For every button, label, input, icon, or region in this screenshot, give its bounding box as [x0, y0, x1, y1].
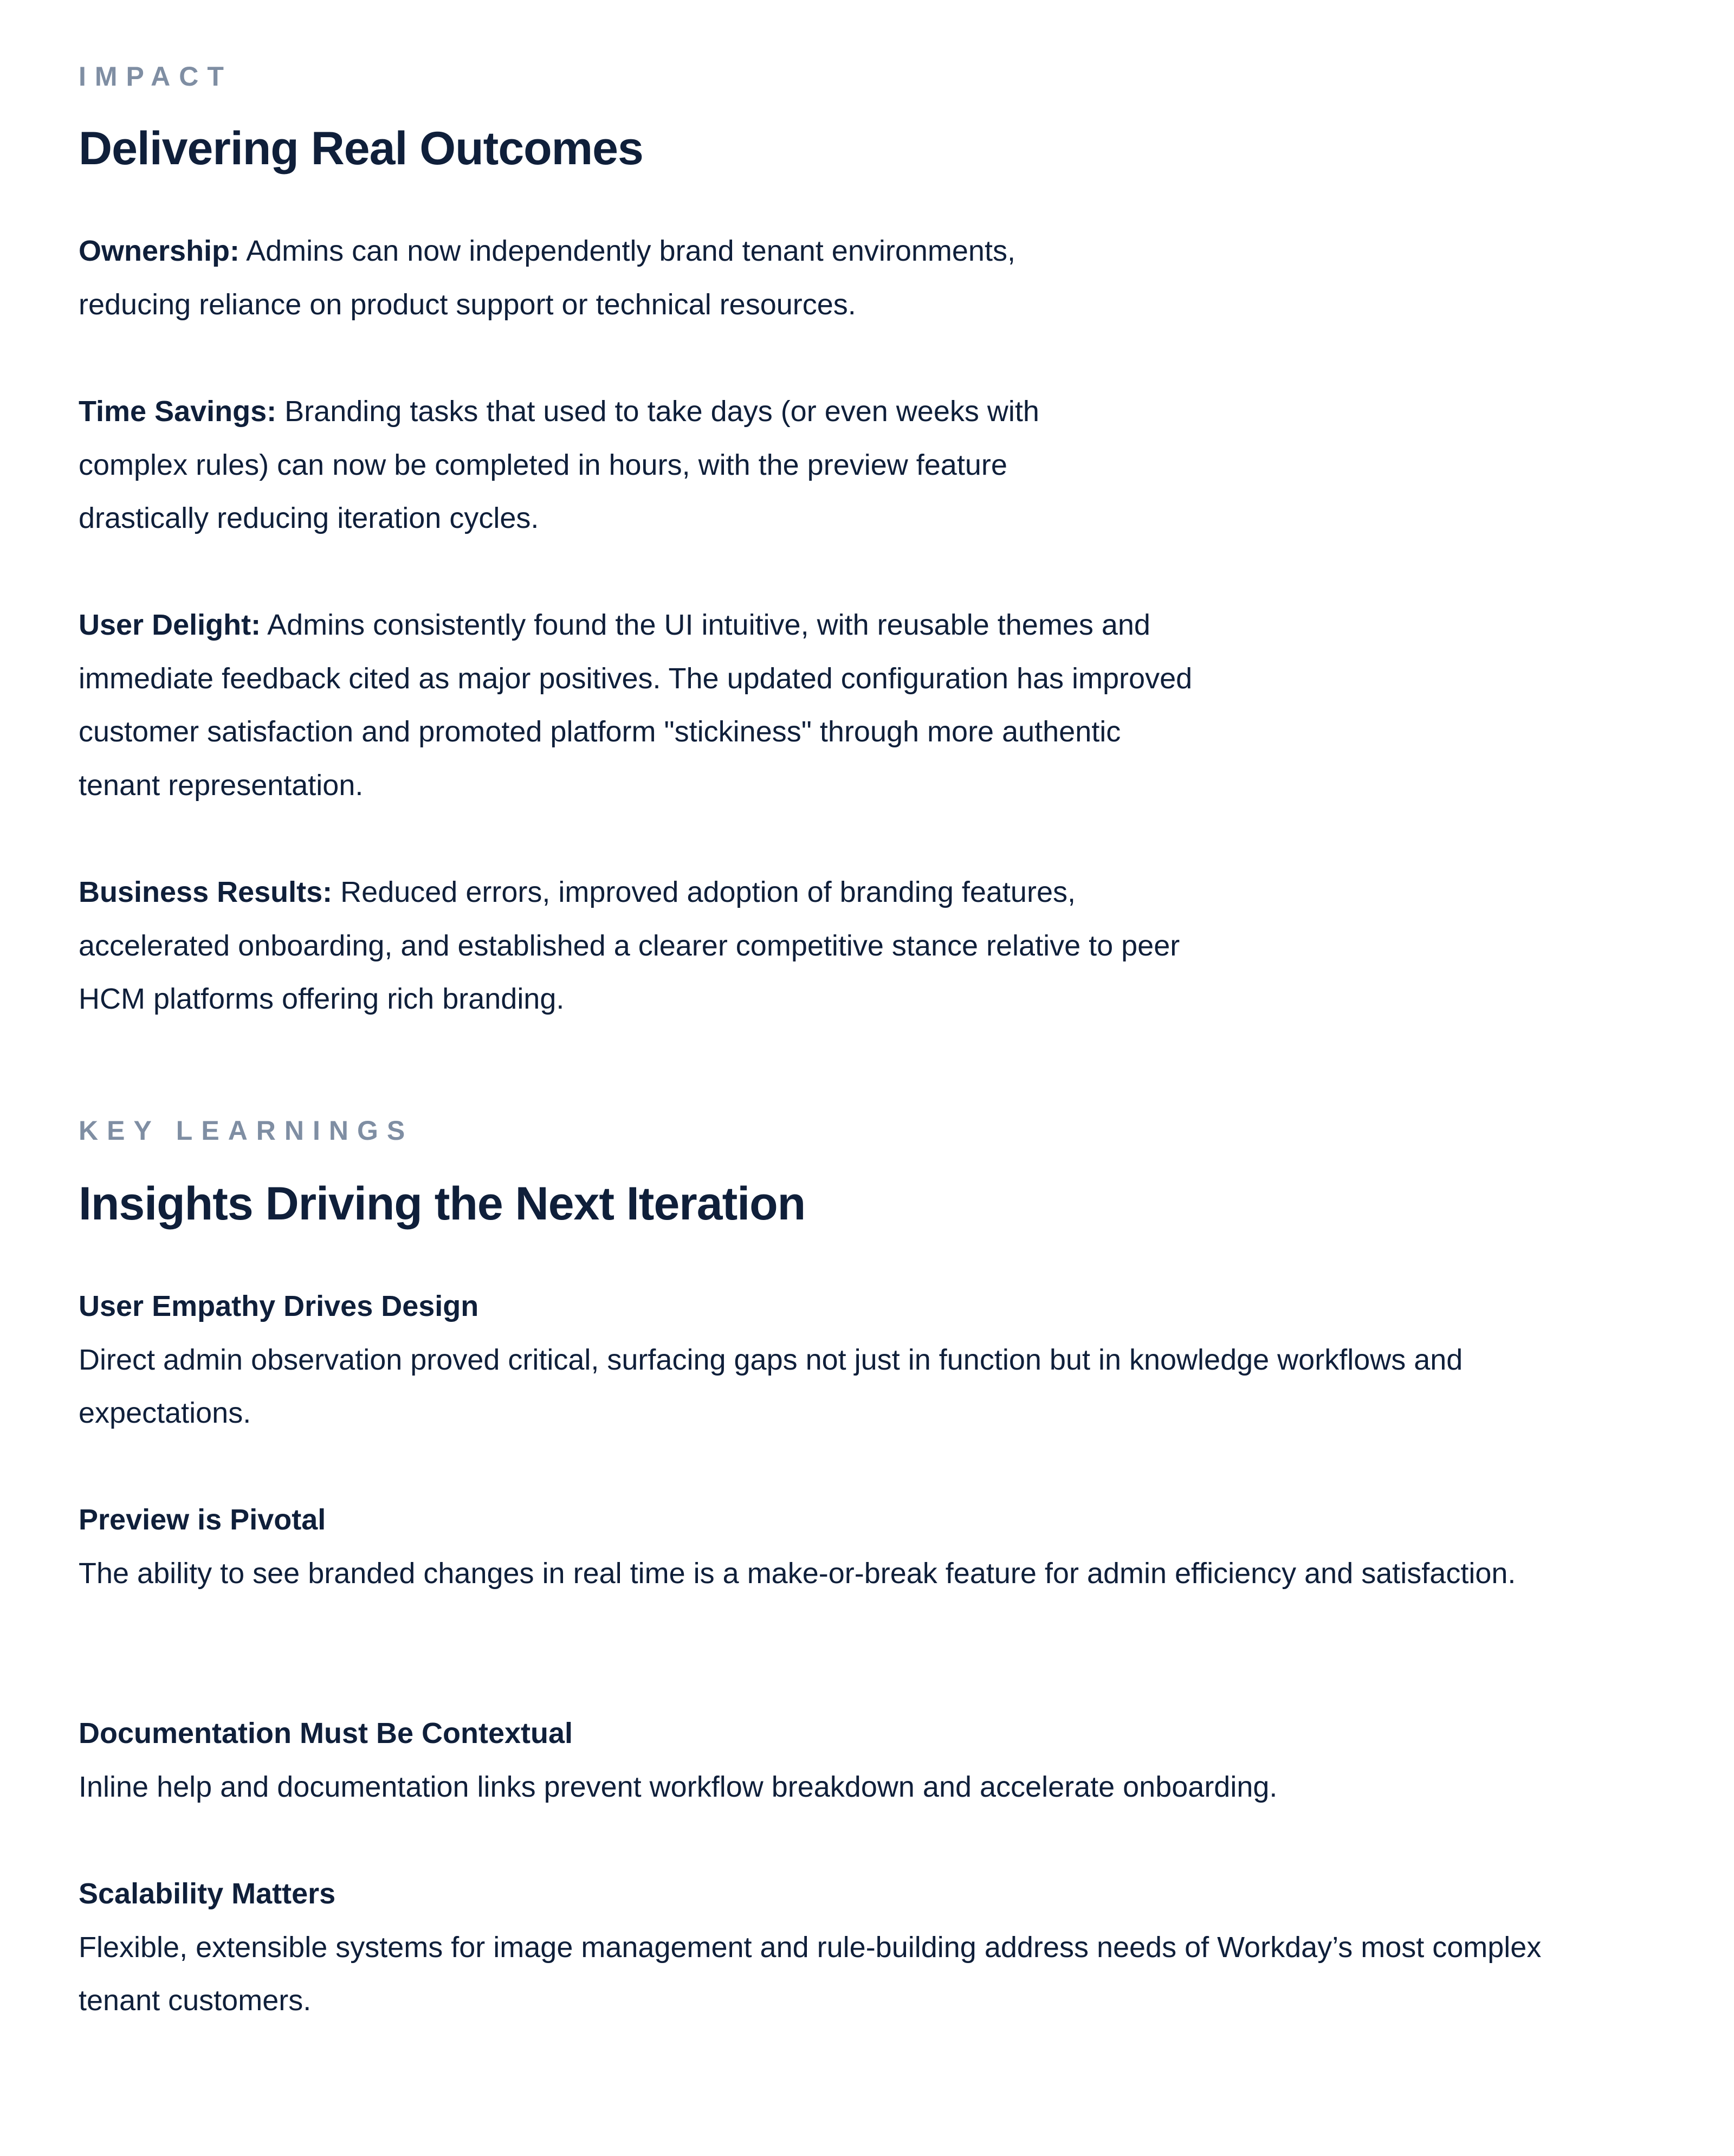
learnings-eyebrow: KEY LEARNINGS [79, 1115, 414, 1146]
learning-item-title: Documentation Must Be Contextual [79, 1717, 573, 1750]
impact-item-text: Reduced errors, improved adoption of branding features, accelerated onboarding, and established a clearer competitive stance relative to peer HCM platforms offering rich branding. [79, 876, 1180, 1015]
learning-item-text: Inline help and documentation links prevent workflow breakdown and accelerate onboarding. [79, 1770, 1278, 1803]
learning-item-scalability [79, 1867, 1542, 2028]
learning-item-title: User Empathy Drives Design [79, 1290, 479, 1322]
impact-eyebrow: IMPACT [79, 61, 232, 92]
learning-item-title: Scalability Matters [79, 1877, 336, 1910]
learning-item-title: Preview is Pivotal [79, 1503, 326, 1536]
learning-item-documentation [79, 1707, 1542, 1813]
impact-item-lead: User Delight: [79, 609, 261, 641]
impact-item-business-results [79, 866, 1217, 1026]
impact-item-lead: Ownership: [79, 235, 240, 267]
learnings-heading: Insights Driving the Next Iteration [79, 1178, 806, 1230]
learning-item-text: The ability to see branded changes in real time is a make-or-break feature for admin efficiency and satisfaction. [79, 1557, 1516, 1590]
learning-item-text: Direct admin observation proved critical, surfacing gaps not just in function but in knowledge workflows and expectations. [79, 1343, 1463, 1429]
learning-item-user-empathy [79, 1280, 1542, 1440]
impact-item-lead: Time Savings: [79, 395, 277, 428]
learning-item-preview [79, 1493, 1542, 1600]
impact-item-ownership [79, 224, 1108, 331]
impact-item-time-savings [79, 385, 1108, 545]
impact-heading: Delivering Real Outcomes [79, 122, 643, 175]
learning-item-text: Flexible, extensible systems for image management and rule-building address needs of Workday’s most complex tenant customers. [79, 1931, 1542, 2017]
impact-item-text: Branding tasks that used to take days (or even weeks with complex rules) can now be completed in hours, with the preview feature drastically reducing iteration cycles. [79, 395, 1039, 534]
impact-item-text: Admins can now independently brand tenant environments, reducing reliance on product support or technical resources. [79, 235, 1015, 321]
impact-item-user-delight [79, 598, 1206, 812]
impact-item-lead: Business Results: [79, 876, 333, 908]
impact-item-text: Admins consistently found the UI intuitive, with reusable themes and immediate feedback cited as major positives. The updated configuration has improved customer satisfaction and promoted platform "stickiness" through more authentic tenant representation. [79, 609, 1193, 802]
